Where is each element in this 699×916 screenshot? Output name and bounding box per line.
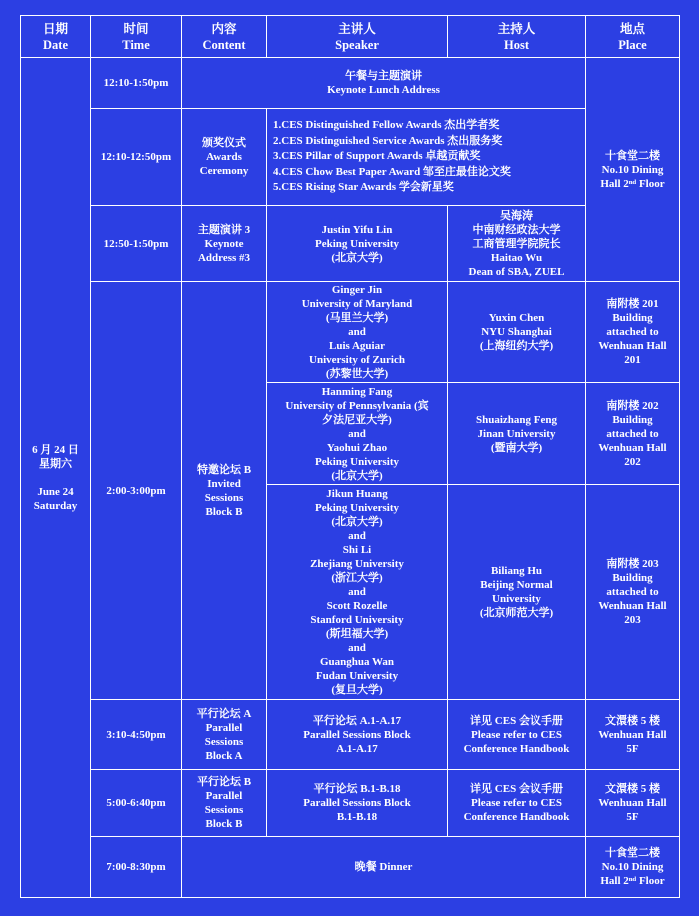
time-invited: 2:00-3:00pm <box>91 282 182 700</box>
place-parallel-b: 文澴楼 5 楼 Wenhuan Hall 5F <box>586 770 680 837</box>
row-awards <box>21 109 680 206</box>
time-keynote-3: 12:50-1:50pm <box>91 206 182 282</box>
award-item: 1.CES Distinguished Fellow Awards 杰出学者奖 <box>273 119 500 132</box>
row-keynote-lunch <box>21 58 680 109</box>
award-item: 2.CES Distinguished Service Awards 杰出服务奖 <box>273 134 503 147</box>
award-item: 3.CES Pillar of Support Awards 卓越贡献奖 <box>273 150 481 163</box>
speaker-parallel-a: 平行论坛 A.1-A.17 Parallel Sessions Block A.1-A.17 <box>267 700 448 770</box>
place-lunch: 十食堂二楼 No.10 Dining Hall 2ⁿᵈ Floor <box>586 58 680 282</box>
header-date: 日期 Date <box>21 16 91 58</box>
time-parallel-a: 3:10-4:50pm <box>91 700 182 770</box>
row-invited-1 <box>21 282 680 383</box>
header-row <box>21 16 680 58</box>
speaker-invited-3: Jikun Huang Peking University (北京大学) and Shi Li Zhejiang University (浙江大学) and Scott Rozelle Stanford University (斯坦福大学) and Guanghua Wan Fudan University (复旦大学) <box>267 485 448 700</box>
host-invited-1: Yuxin Chen NYU Shanghai (上海纽约大学) <box>448 282 586 383</box>
header-speaker: 主讲人 Speaker <box>267 16 448 58</box>
date-cell: 6 月 24 日 星期六 June 24 Saturday <box>21 58 91 898</box>
content-parallel-b: 平行论坛 B Parallel Sessions Block B <box>182 770 267 837</box>
place-dinner: 十食堂二楼 No.10 Dining Hall 2ⁿᵈ Floor <box>586 837 680 898</box>
time-dinner: 7:00-8:30pm <box>91 837 182 898</box>
time-parallel-b: 5:00-6:40pm <box>91 770 182 837</box>
speaker-parallel-b: 平行论坛 B.1-B.18 Parallel Sessions Block B.1-B.18 <box>267 770 448 837</box>
place-parallel-a: 文澴楼 5 楼 Wenhuan Hall 5F <box>586 700 680 770</box>
row-dinner <box>21 837 680 898</box>
host-parallel-b: 详见 CES 会议手册 Please refer to CES Conference Handbook <box>448 770 586 837</box>
host-parallel-a: 详见 CES 会议手册 Please refer to CES Conference Handbook <box>448 700 586 770</box>
place-invited-2: 南附楼 202 Building attached to Wenhuan Hall 202 <box>586 383 680 485</box>
content-parallel-a: 平行论坛 A Parallel Sessions Block A <box>182 700 267 770</box>
time-awards: 12:10-12:50pm <box>91 109 182 206</box>
content-keynote-3: 主题演讲 3 Keynote Address #3 <box>182 206 267 282</box>
speaker-invited-1: Ginger Jin University of Maryland (马里兰大学) and Luis Aguiar University of Zurich (苏黎世大学) <box>267 282 448 383</box>
host-keynote-3: 吴海涛 中南财经政法大学 工商管理学院院长 Haitao Wu Dean of SBA, ZUEL <box>448 206 586 282</box>
speaker-keynote-3: Justin Yifu Lin Peking University (北京大学) <box>267 206 448 282</box>
row-parallel-a <box>21 700 680 770</box>
host-invited-3: Biliang Hu Beijing Normal University (北京师范大学) <box>448 485 586 700</box>
header-place: 地点 Place <box>586 16 680 58</box>
place-invited-3: 南附楼 203 Building attached to Wenhuan Hall 203 <box>586 485 680 700</box>
award-item: 5.CES Rising Star Awards 学会新星奖 <box>273 181 454 194</box>
keynote-lunch-title: 午餐与主题演讲 Keynote Lunch Address <box>182 58 586 109</box>
header-time: 时间 Time <box>91 16 182 58</box>
speaker-invited-2: Hanming Fang University of Pennsylvania (宾 夕法尼亚大学) and Yaohui Zhao Peking University (北京大学) <box>267 383 448 485</box>
schedule-table <box>20 15 680 898</box>
header-host: 主持人 Host <box>448 16 586 58</box>
award-item: 4.CES Chow Best Paper Award 邹至庄最佳论文奖 <box>273 165 511 178</box>
content-invited: 特邀论坛 B Invited Sessions Block B <box>182 282 267 700</box>
time-keynote-lunch: 12:10-1:50pm <box>91 58 182 109</box>
content-awards: 颁奖仪式 Awards Ceremony <box>182 109 267 206</box>
awards-list <box>267 109 586 206</box>
row-parallel-b <box>21 770 680 837</box>
row-keynote-3 <box>21 206 680 282</box>
dinner-title: 晚餐 Dinner <box>182 837 586 898</box>
place-invited-1: 南附楼 201 Building attached to Wenhuan Hall 201 <box>586 282 680 383</box>
header-content: 内容 Content <box>182 16 267 58</box>
host-invited-2: Shuaizhang Feng Jinan University (暨南大学) <box>448 383 586 485</box>
